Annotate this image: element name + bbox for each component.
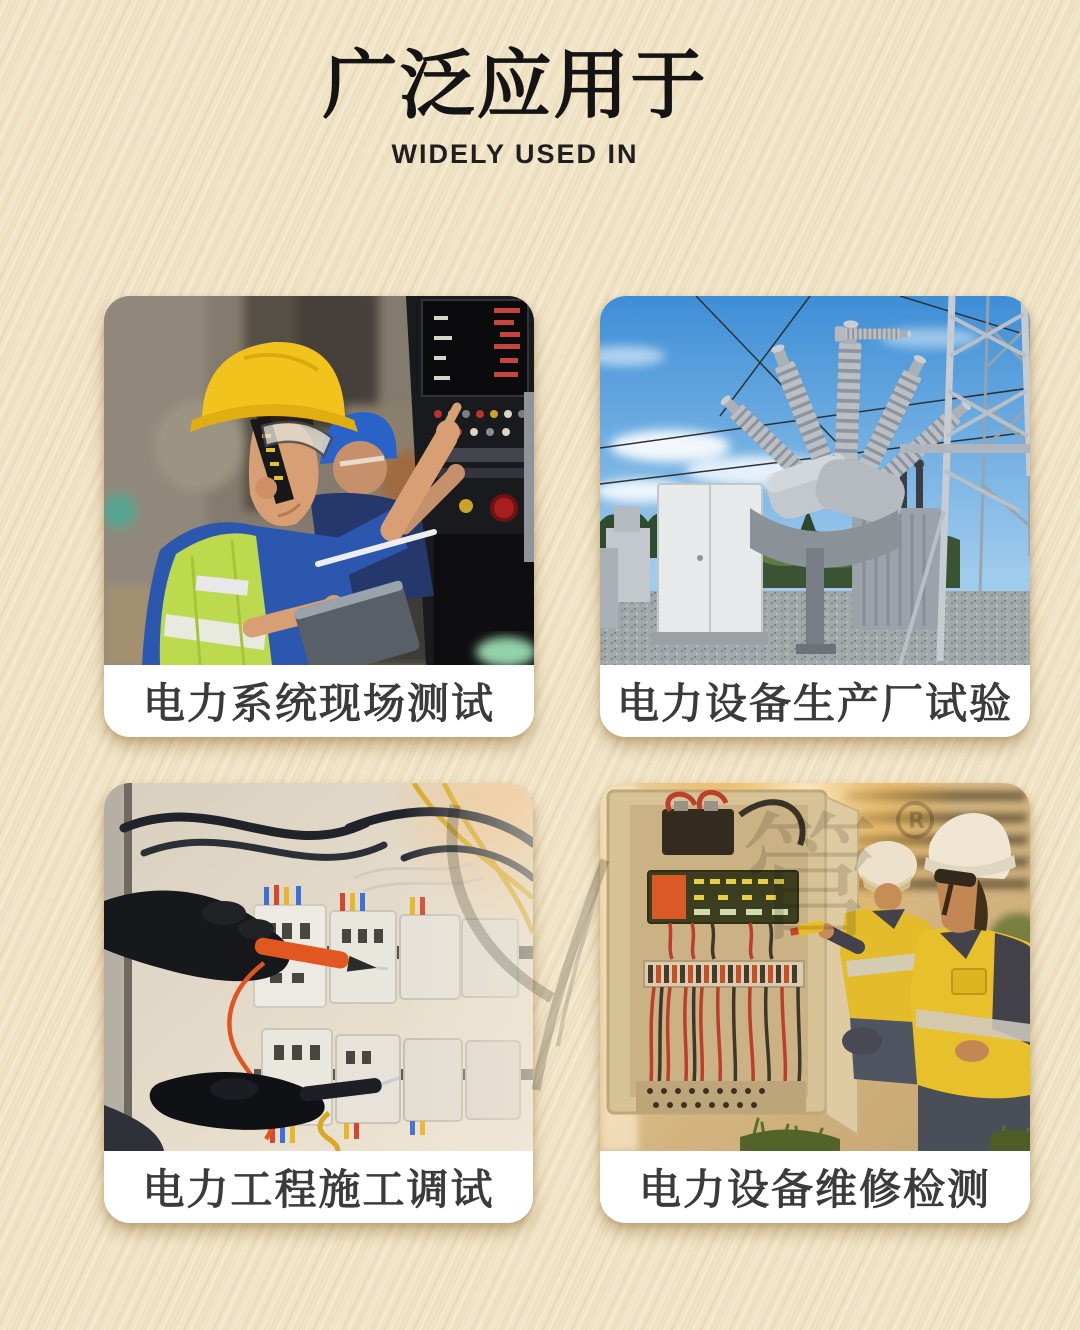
photo-electricians-cabinet (600, 783, 1030, 1151)
registered-mark-letter: R (908, 809, 925, 834)
page-subtitle: WIDELY USED IN (391, 138, 639, 169)
caption-factory-testing: 电力设备生产厂试验 (600, 665, 1030, 737)
caption-commissioning: 电力工程施工调试 (104, 1151, 533, 1223)
card-maintenance (600, 783, 1030, 1223)
photo-test-probes-terminals (104, 783, 533, 1151)
card-field-testing (104, 296, 534, 737)
card-commissioning (104, 783, 533, 1223)
watermark-character: 管 (740, 799, 881, 962)
caption-maintenance: 电力设备维修检测 (600, 1151, 1030, 1223)
page-title: 广泛应用于 (322, 41, 708, 129)
caption-field-testing: 电力系统现场测试 (104, 665, 534, 737)
card-factory-testing (600, 296, 1030, 737)
section-header (0, 41, 1030, 170)
photo-workers-at-control-panel (104, 296, 534, 665)
photo-substation-transformer (600, 296, 1030, 665)
